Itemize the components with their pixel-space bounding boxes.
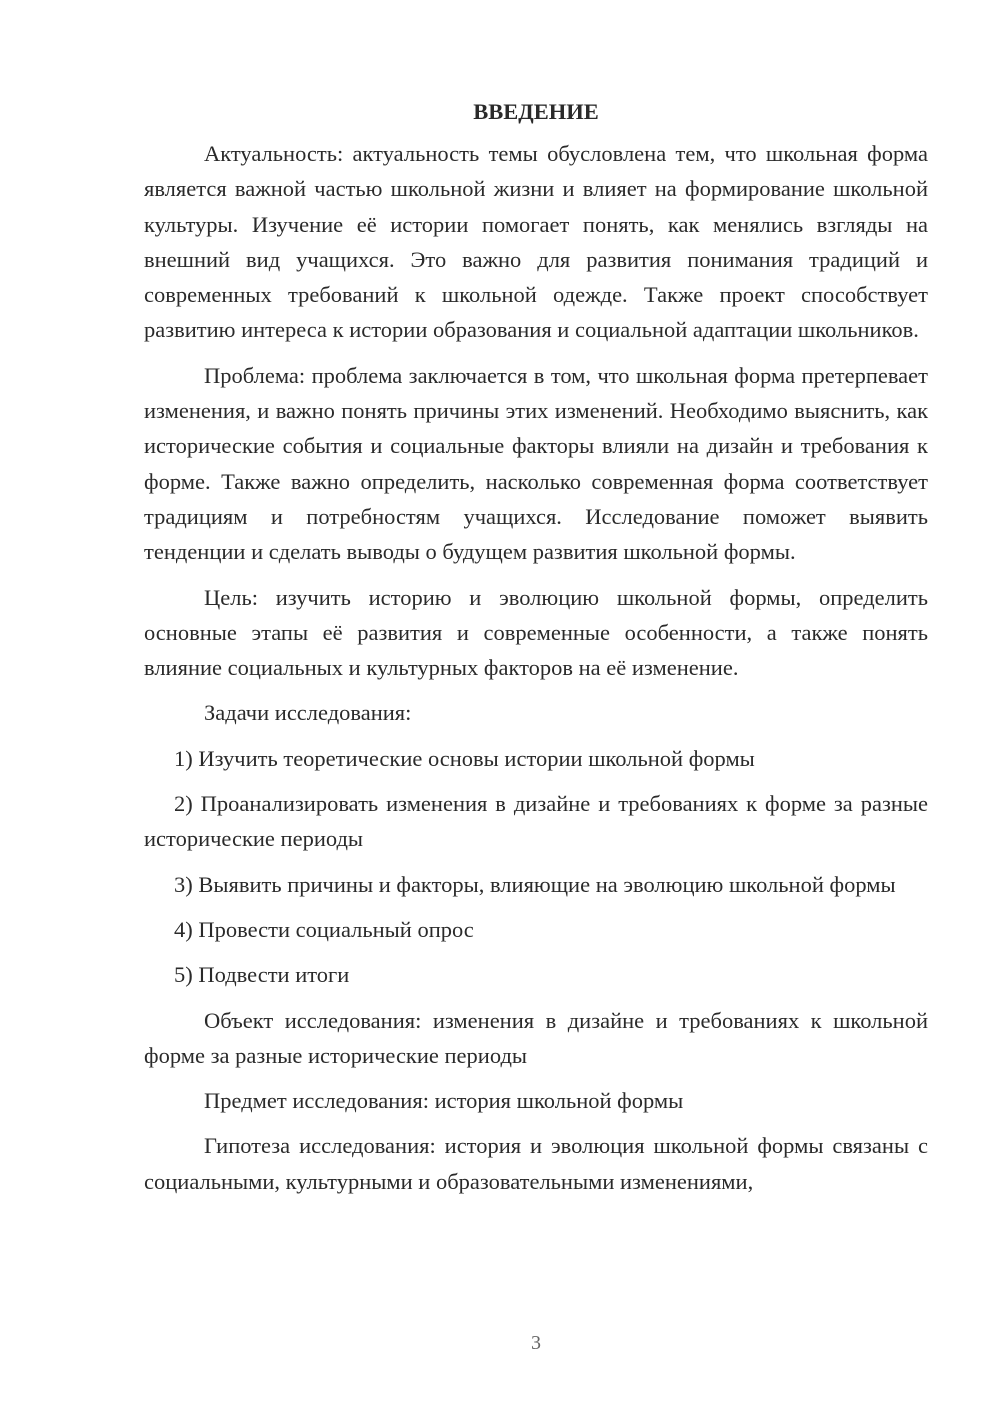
tasks-title: Задачи исследования: bbox=[204, 700, 412, 726]
relevance-paragraph: Актуальность: актуальность темы обусловлена тем, что школьная форма является важной частью школьной жизни и влияет на формирование школьной культуры. Изучение её истории помогает понять, как менялись взгляды на внешний вид учащихся. Это важно для развития понимания традиций и современных требований к школьной одежде. Также проект способствует развитию интереса к истории образования и социальной адаптации школьников. bbox=[144, 141, 928, 343]
page-content bbox=[144, 94, 928, 1209]
goal-paragraph: Цель: изучить историю и эволюцию школьной формы, определить основные этапы её развития и современные особенности, а также понять влияние социальных и культурных факторов на её изменение. bbox=[144, 584, 928, 681]
subject-paragraph: Предмет исследования: история школьной формы bbox=[204, 1088, 684, 1114]
task-item: 2) Проанализировать изменения в дизайне и требованиях к форме за разные исторические периоды bbox=[144, 791, 928, 852]
hypothesis-paragraph: Гипотеза исследования: история и эволюция школьной формы связаны с социальными, культурными и образовательными изменениями, bbox=[144, 1133, 928, 1194]
task-item: 3) Выявить причины и факторы, влияющие на эволюцию школьной формы bbox=[174, 871, 896, 897]
problem-paragraph: Проблема: проблема заключается в том, что школьная форма претерпевает изменения, и важно понять причины этих изменений. Необходимо выяснить, как исторические события и социальные факторы влияли на дизайн и требования к форме. Также важно определить, насколько современная форма соответствует традициям и потребностям учащихся. Исследование поможет выявить тенденции и сделать выводы о будущем развития школьной формы. bbox=[144, 362, 928, 565]
task-item: 5) Подвести итоги bbox=[174, 962, 350, 988]
task-item: 1) Изучить теоретические основы истории школьной формы bbox=[174, 745, 755, 771]
section-heading: ВВЕДЕНИЕ bbox=[473, 99, 599, 124]
page-number: 3 bbox=[531, 1332, 541, 1354]
task-item: 4) Провести социальный опрос bbox=[174, 916, 474, 942]
object-paragraph: Объект исследования: изменения в дизайне и требованиях к школьной форме за разные исторические периоды bbox=[144, 1007, 928, 1068]
